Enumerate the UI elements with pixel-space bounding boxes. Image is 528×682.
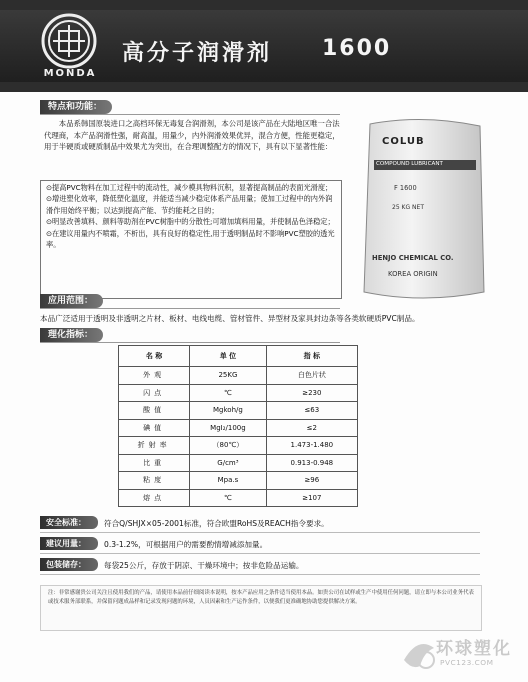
table-row — [119, 402, 358, 420]
spec-table — [118, 345, 358, 507]
cell: 25KG — [190, 367, 266, 385]
packaging-text: 每袋25公斤，存放于阴凉、干燥环境中；按非危险品运输。 — [104, 561, 304, 570]
intro-paragraph: 本品系韩国原装进口之高档环保无毒复合润滑剂，本公司是该产品在大陆地区唯一合法代理商，本产品润滑性强，耐高温，用量少，内外润滑效果优异，混合方便，性能更稳定，用于半硬质或硬质制品中效果尤为突出，在合理调整配方的情况下，具有以下显著性能： — [44, 119, 340, 152]
cell: 0.913-0.948 — [266, 454, 357, 472]
cell: 1.473-1.480 — [266, 437, 357, 455]
cell: 外观 — [119, 367, 190, 385]
feature-item: ⊙提高PVC物料在加工过程中的流动性，减少模具物料沉积，显著提高制品的表面光滑度； — [46, 183, 333, 192]
cell: 粘度 — [119, 472, 190, 490]
bag-grade: F 1600 — [394, 184, 417, 192]
section-features-label: 特点和功能： — [40, 100, 112, 114]
section-specs-label: 理化指标： — [40, 328, 103, 342]
cell: 闪点 — [119, 384, 190, 402]
cell: ≥107 — [266, 489, 357, 507]
divider — [40, 553, 480, 554]
feature-item: ⊙明显改善填料、颜料等助剂在PVC树脂中的分散性;可增加填料用量，并使制品色泽稳定； — [46, 217, 335, 227]
section-application-label: 应用范围： — [40, 294, 103, 308]
bag-origin: KOREA ORIGIN — [388, 270, 438, 278]
note-text: 注：非常感谢贵公司关注且使用我们的产品，请使用本品前仔细阅读本说明，按本产品应用之条件适当使用本品。如贵公司在试样或生产中使用任何问题，请立即与本公司业务代表或技术服务部联系，并保留问题成品样和记录发现问题的环境，人员因素和生产运作条件，以便我们更准确地协助您提供解决方案。 — [48, 590, 474, 605]
divider — [40, 114, 340, 115]
table-row — [119, 472, 358, 490]
cell: 折射率 — [119, 437, 190, 455]
feature-item: ⊙增进塑化效率，降低塑化温度，并能适当减少稳定体系产品用量；使加工过程中的内外润滑作用始终平衡；以达到提高产能、节约能耗之目的； — [46, 194, 333, 215]
watermark-url: PVC123.COM — [440, 658, 494, 667]
safety-standard-label: 安全标准： — [40, 516, 98, 529]
cell: 白色片状 — [266, 367, 357, 385]
divider — [40, 532, 480, 533]
cell: ≤2 — [266, 419, 357, 437]
table-row — [119, 489, 358, 507]
monda-logo-icon — [40, 12, 98, 70]
application-text: 本品广泛适用于透明及非透明之片材、板材、电线电缆、管材管件、异型材及家具封边条等各类软硬质PVC制品。 — [40, 314, 420, 323]
table-row — [119, 437, 358, 455]
divider — [40, 342, 340, 343]
dosage-label: 建议用量： — [40, 537, 98, 550]
watermark-text: 环球塑化 — [436, 639, 512, 659]
col-header-unit: 单 位 — [190, 346, 266, 367]
bag-brand: COLUB — [382, 136, 425, 147]
cell: 酸值 — [119, 402, 190, 420]
product-model: 1600 — [322, 36, 392, 61]
table-row — [119, 384, 358, 402]
cell: Mpa.s — [190, 472, 266, 490]
table-row — [119, 454, 358, 472]
feature-list — [46, 182, 338, 250]
cell: ℃ — [190, 384, 266, 402]
cell: Mgkoh/g — [190, 402, 266, 420]
table-header-row — [119, 346, 358, 367]
divider — [40, 308, 340, 309]
cell: ≤63 — [266, 402, 357, 420]
col-header-value: 指 标 — [266, 346, 357, 367]
table-row — [119, 367, 358, 385]
bag-product-type: COMPOUND LUBRICANT — [376, 161, 443, 167]
feature-item: ⊙在建议用量内不喷霜，不析出，具有良好的稳定性,用于透明制品时不影响PVC塑胶的透光率。 — [46, 228, 335, 250]
page-title: 高分子润滑剂 — [122, 41, 273, 66]
cell: （80℃） — [190, 437, 266, 455]
col-header-name: 名 称 — [119, 346, 190, 367]
divider — [40, 574, 480, 575]
bag-manufacturer: HENJO CHEMICAL CO. — [372, 254, 454, 262]
cell: ≥230 — [266, 384, 357, 402]
cell: 碘值 — [119, 419, 190, 437]
packaging-label: 包装储存： — [40, 558, 98, 571]
safety-standard-text: 符合Q/SHJX×05-2001标准，符合欧盟RoHS及REACH指令要求。 — [104, 519, 329, 528]
brand-name: MONDA — [43, 68, 97, 79]
cell: ≥96 — [266, 472, 357, 490]
table-row — [119, 419, 358, 437]
cell: G/cm³ — [190, 454, 266, 472]
cell: 熔点 — [119, 489, 190, 507]
cell: ℃ — [190, 489, 266, 507]
bag-weight: 25 KG NET — [392, 204, 424, 211]
cell: MgI₂/100g — [190, 419, 266, 437]
dosage-text: 0.3-1.2%，可根据用户的需要酌情增减添加量。 — [104, 540, 268, 549]
cell: 比重 — [119, 454, 190, 472]
